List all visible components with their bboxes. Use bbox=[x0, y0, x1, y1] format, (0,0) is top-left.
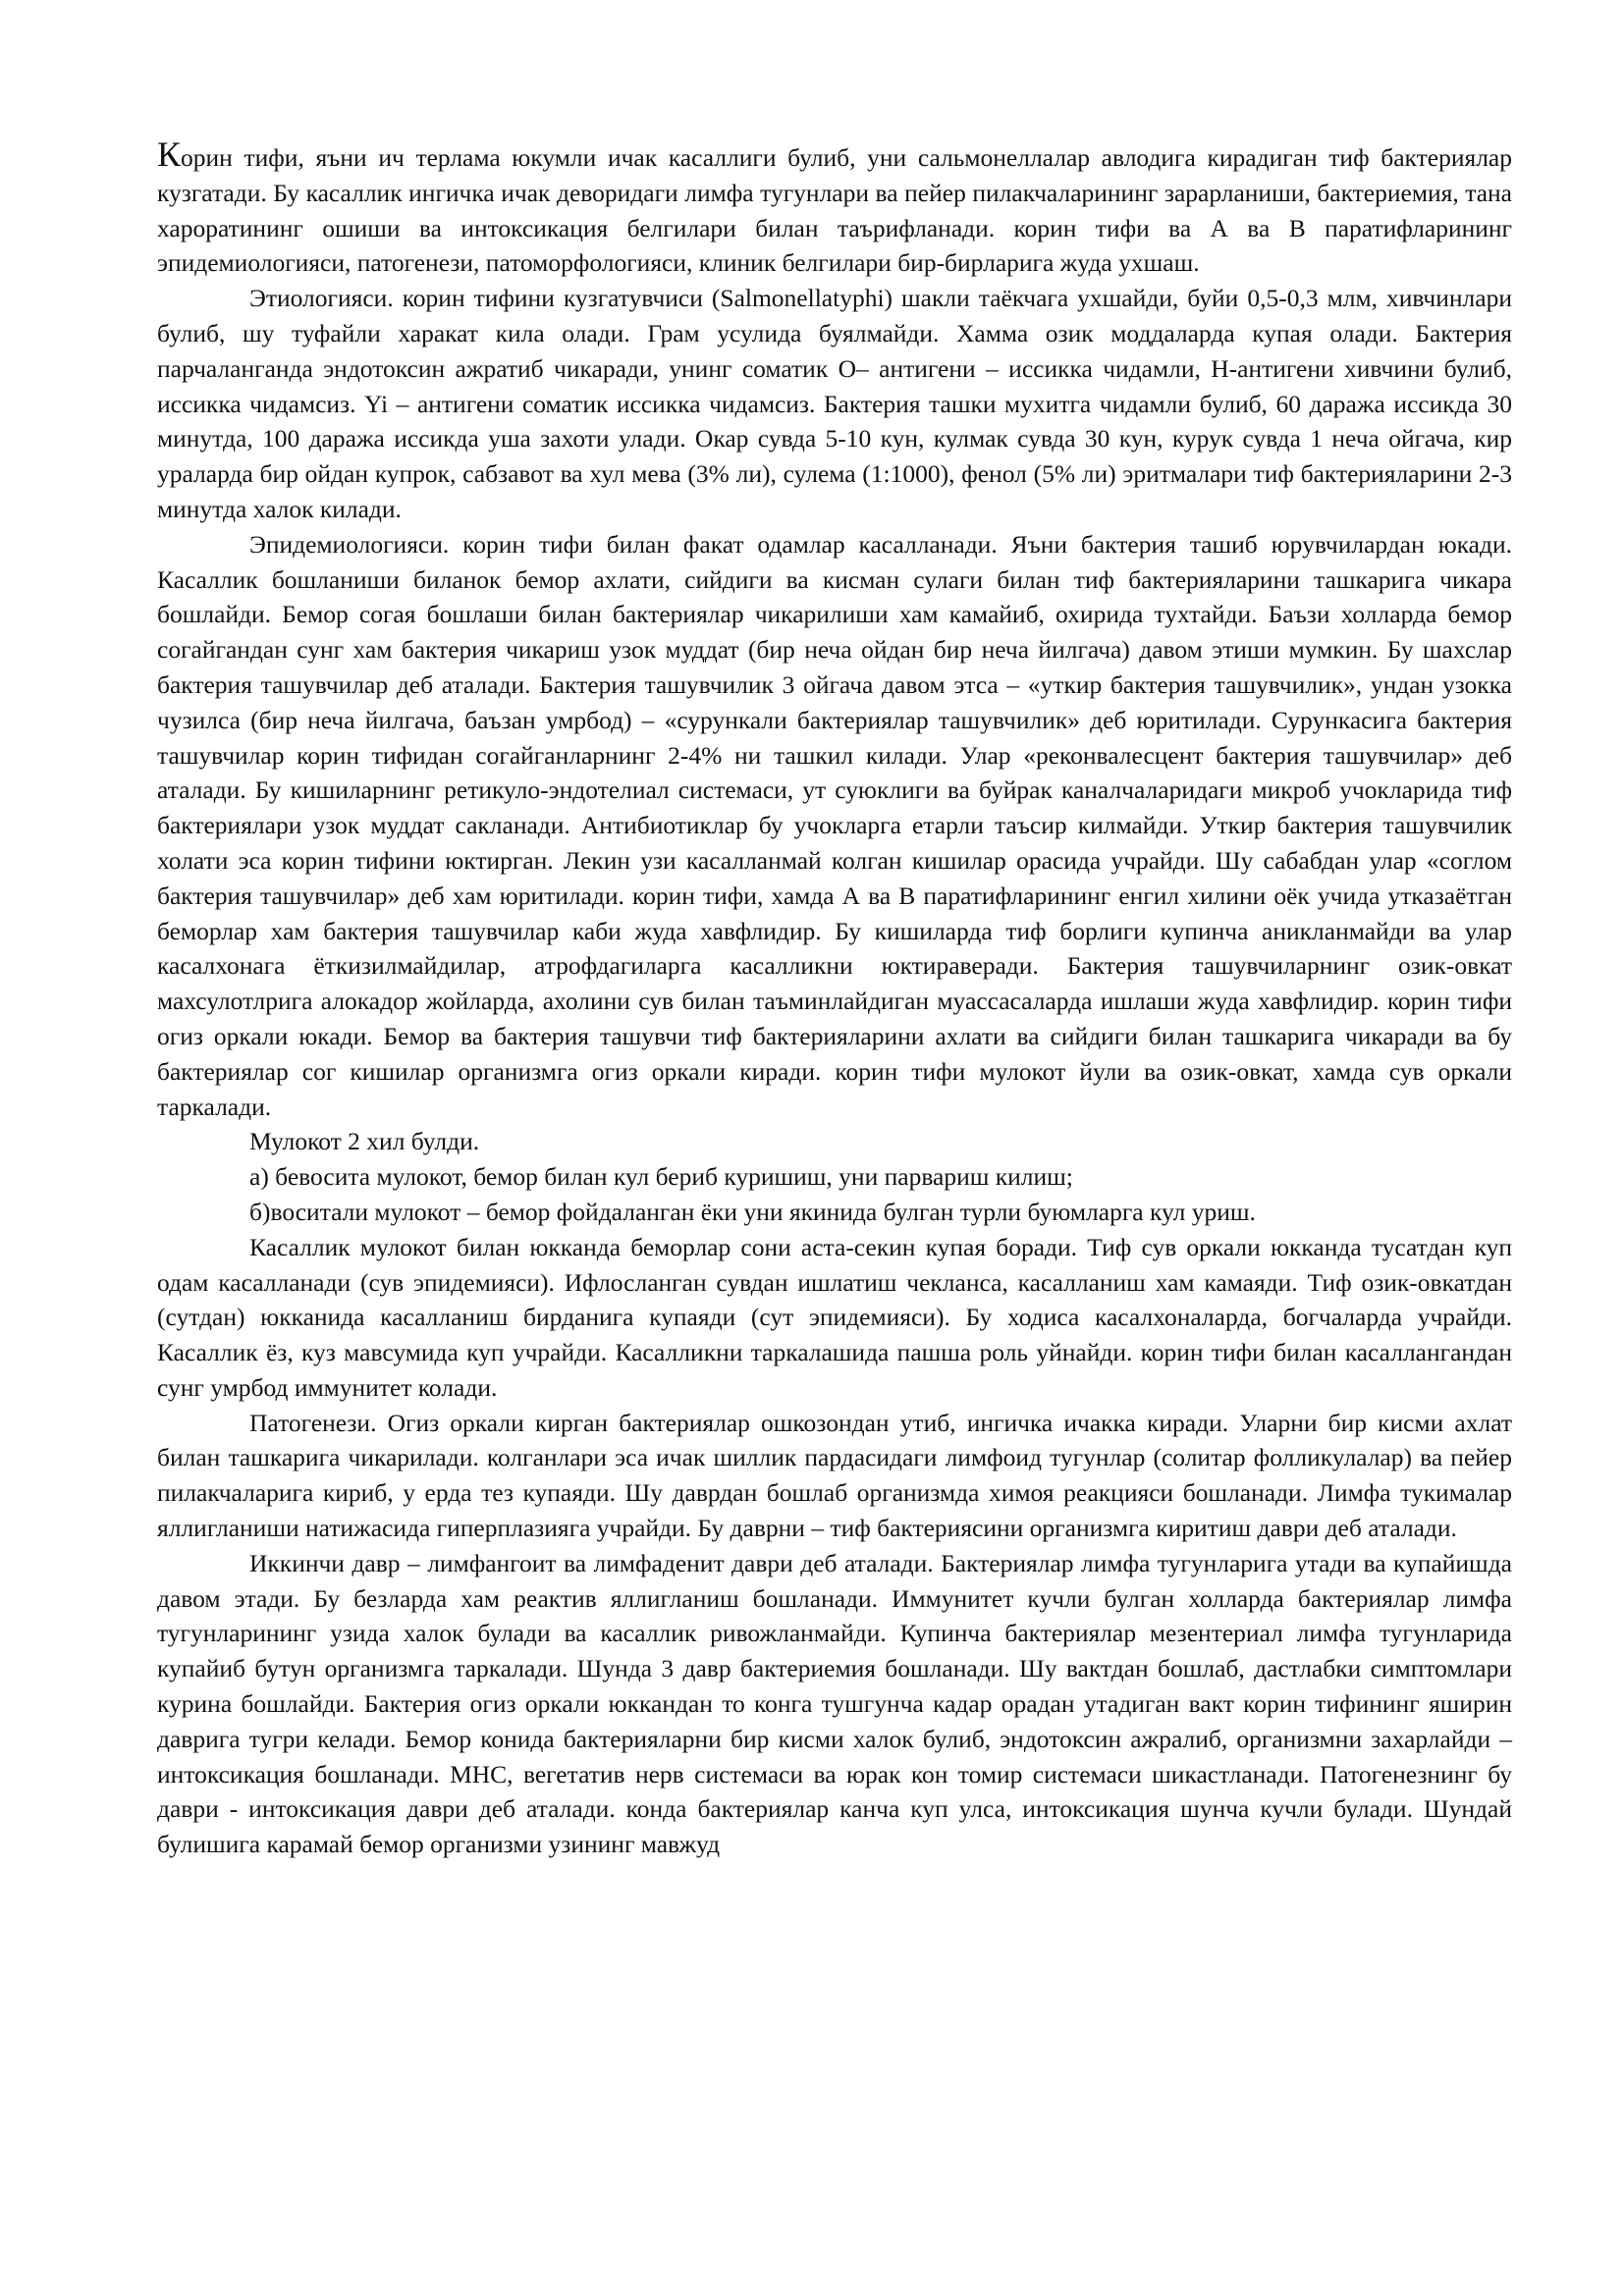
contact-type-a: а) бевосита мулокот, бемор билан кул бериб куришиш, уни парвариш килиш; bbox=[249, 1162, 1073, 1192]
intro-first-letter: К bbox=[157, 134, 182, 174]
pathogenesis-paragraph: Патогенези. Огиз оркали кирган бактериялар ошкозондан утиб, ингичка ичакка киради. Уларни бир кисми ахлат билан ташкарига чикарилади. колганлари эса ичак шиллик пардасидаги лимфоид тугунлар (солитар фолликулалар) ва пейер пилакчаларига кириб, у ерда тез купаяди. Шу даврдан бошлаб организмда химоя реакцияси бошланади. Лимфа тукималар яллигланиши натижасида гиперплазияга учрайди. Бу даврни – тиф бактериясини организмга киритиш даври деб аталади. bbox=[157, 1408, 1512, 1543]
second-period-paragraph: Иккинчи давр – лимфангоит ва лимфаденит даври деб аталади. Бактериялар лимфа тугунларига утади ва купайишда давом этади. Бу безларда хам реактив яллигланиш бошланади. Иммунитет кучли булган холларда бактериялар лимфа тугунларининг узида халок булади ва касаллик ривожланмайди. Купинча бактериялар мезентериал лимфа тугунларида купайиб бутун организмга таркалади. Шунда 3 давр бактериемия бошланади. Шу вактдан бошлаб, дастлабки симптомлари курина бошлайди. Бактерия огиз оркали юккандан то конга тушгунча кадар орадан утадиган вакт корин тифининг яширин даврига тугри келади. Бемор конида бактерияларни бир кисми халок булиб, эндотоксин ажралиб, организмни захарлайди – интоксикация бошланади. МНС, вегетатив нерв системаси ва юрак кон томир системаси шикастланади. Патогенезнинг бу даври - интоксикация даври деб аталади. конда бактериялар канча куп улса, интоксикация шунча кучли булади. Шундай булишига карамай бемор организми узининг мавжуд bbox=[157, 1548, 1512, 1859]
contact-type-b: б)воситали мулокот – бемор фойдаланган ёки уни якинида булган турли буюмларга кул уриш. bbox=[249, 1197, 1256, 1226]
document-page bbox=[157, 134, 1512, 1862]
contact-types-paragraph: Мулокот 2 хил булди. bbox=[249, 1127, 480, 1156]
intro-paragraph bbox=[157, 134, 1512, 281]
epidemiology-paragraph: Эпидемиологияси. корин тифи билан факат одамлар касалланади. Яъни бактерия ташиб юрувчилардан юкади. Касаллик бошланиши биланок бемор ахлати, сийдиги ва кисман сулаги билан тиф бактерияларини ташкарига чикара бошлайди. Бемор согая бошлаши билан бактериялар чикарилиши хам камайиб, охирида тухтайди. Баъзи холларда бемор согайгандан сунг хам бактерия чикариш узок муддат (бир неча ойдан бир неча йилгача) давом этиши мумкин. Бу шахслар бактерия ташувчилар деб аталади. Бактерия ташувчилик 3 ойгача давом этса – «уткир бактерия ташувчилик», ундан узокка чузилса (бир неча йилгача, баъзан умрбод) – «сурункали бактериялар ташувчилик» деб юритилади. Сурункасига бактерия ташувчилар корин тифидан согайганларнинг 2-4% ни ташкил килади. Улар «реконвалесцент бактерия ташувчилар» деб аталади. Бу кишиларнинг ретикуло-эндотелиал системаси, ут суюклиги ва буйрак каналчаларидаги микроб учокларида тиф бактериялари узок муддат сакланади. Антибиотиклар бу учокларга етарли таъсир килмайди. Уткир бактерия ташувчилик холати эса корин тифини юктирган. Лекин узи касалланмай колган кишилар орасида учрайди. Шу сабабдан улар «соглом бактерия ташувчилар» деб хам юритилади. корин тифи, хамда А ва В паратифларининг енгил хилини оёк учида утказаётган беморлар хам бактерия ташувчилар каби жуда хавфлидир. Бу кишиларда тиф борлиги купинча аникланмайди ва улар касалхонага ёткизилмайдилар, атрофдагиларга касалликни юктираверади. Бактерия ташувчиларнинг озик-овкат махсулотлрига алокадор жойларда, ахолини сув билан таъминлайдиган муассасаларда ишлаши жуда хавфлидир. корин тифи огиз оркали юкади. Бемор ва бактерия ташувчи тиф бактерияларини ахлати ва сийдиги билан ташкарига чикаради ва бу бактериялар сог кишилар организмга огиз оркали киради. корин тифи мулокот йули ва озик-овкат, хамда сув оркали таркалади. bbox=[157, 529, 1512, 1121]
transmission-paragraph: Касаллик мулокот билан юкканда беморлар сони аста-секин купая боради. Тиф сув оркали юкканда тусатдан куп одам касалланади (сув эпидемияси). Ифлосланган сувдан ишлатиш чекланса, касалланиш хам камаяди. Тиф озик-овкатдан (сутдан) юкканида касалланиш бирданига купаяди (сут эпидемияси). Бу ходиса касалхоналарда, богчаларда учрайди. Касаллик ёз, куз мавсумида куп учрайди. Касалликни таркалашида пашша роль уйнайди. корин тифи билан касаллангандан сунг умрбод иммунитет колади. bbox=[157, 1232, 1512, 1402]
intro-text: орин тифи, яъни ич терлама юкумли ичак касаллиги булиб, уни сальмонеллалар авлодига кирадиган тиф бактериялар кузгатади. Бу касаллик ингичка ичак деворидаги лимфа тугунлари ва пейер пилакчаларининг зарарланиши, бактериемия, тана хароратининг ошиши ва интоксикация белгилари билан таърифланади. корин тифи ва А ва В паратифларининг эпидемиологияси, патогенези, патоморфологияси, клиник белгилари бир-бирларига жуда ухшаш. bbox=[157, 143, 1512, 278]
etiology-paragraph: Этиологияси. корин тифини кузгатувчиси (Salmonellatyphi) шакли таёкчага ухшайди, буйи 0,5-0,3 млм, хивчинлари булиб, шу туфайли харакат кила олади. Грам усулида буялмайди. Хамма озик моддаларда купая олади. Бактерия парчаланганда эндотоксин ажратиб чикаради, унинг соматик О– антигени – иссикка чидамли, Н-антигени хивчини булиб, иссикка чидамсиз. Yi – антигени соматик иссикка чидамсиз. Бактерия ташки мухитга чидамли булиб, 60 даража иссикда 30 минутда, 100 даража иссикда уша захоти улади. Окар сувда 5-10 кун, кулмак сувда 30 кун, курук сувда 1 неча ойгача, кир ураларда бир ойдан купрок, сабзавот ва хул мева (3% ли), сулема (1:1000), фенол (5% ли) эритмалари тиф бактерияларини 2-3 минутда халок килади. bbox=[157, 284, 1512, 523]
